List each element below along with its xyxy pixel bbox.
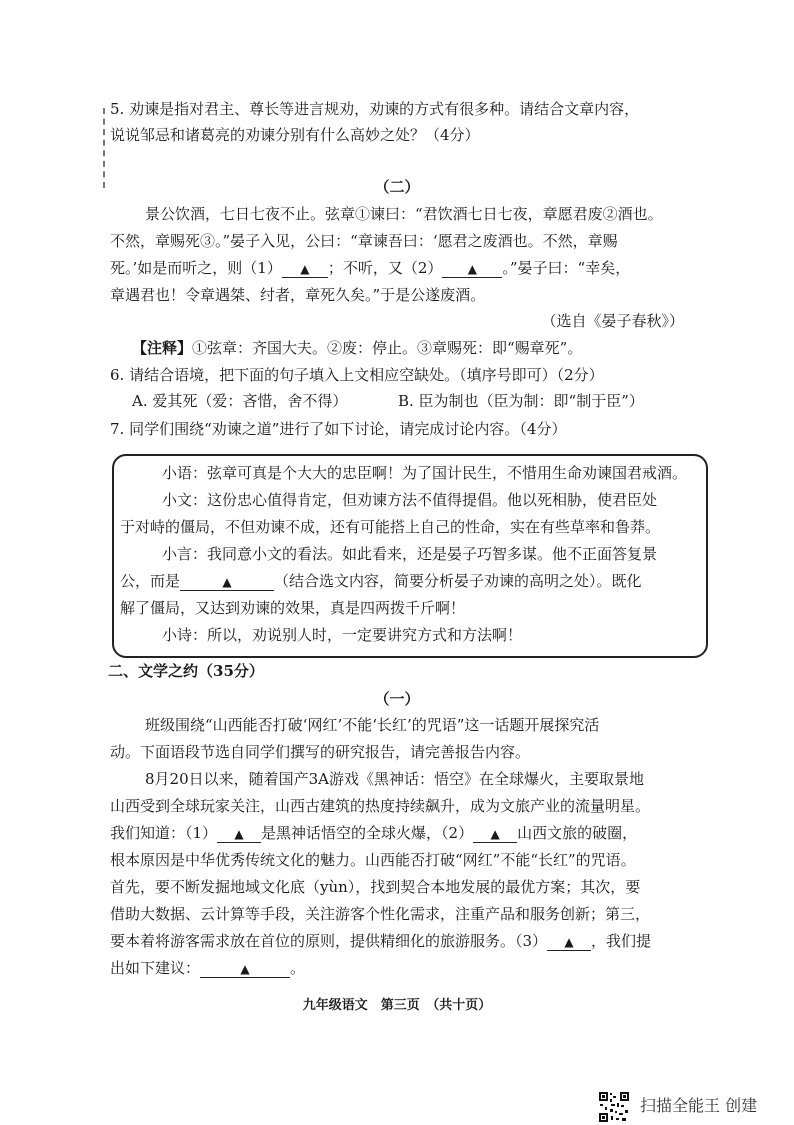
blank-marker-icon: ▲ xyxy=(467,262,477,276)
discussion-line-1: 小语：弦章可真是个大大的忠臣啊！为了国计民生，不惜用生命劝谏国君戒酒。 xyxy=(162,464,688,482)
answer-blank-q7[interactable] xyxy=(180,573,274,591)
answer-blank-r1[interactable] xyxy=(217,825,261,843)
section-2-intro-1: 班级围绕“山西能否打破‘网红’不能‘长红’的咒语”这一话题开展探究活 xyxy=(145,716,600,734)
report-line-6: 借助大数据、云计算等手段，关注游客个性化需求，注重产品和服务创新；第三， xyxy=(110,905,651,923)
question-5-line-1: 5. 劝谏是指对君主、尊长等进言规劝，劝谏的方式有很多种。请结合文章内容， xyxy=(110,100,640,118)
answer-blank-2[interactable] xyxy=(442,260,502,278)
report-line-2: 山西受到全球玩家关注，山西古建筑的热度持续飙升，成为文旅产业的流量明星。 xyxy=(110,797,651,815)
report-line-7: 要本着将游客需求放在首位的原则，提供精细化的旅游服务。（3） ▲ ，我们提 xyxy=(110,932,652,950)
page-footer: 九年级语文 第三页 （共十页） xyxy=(302,998,492,1013)
passage-2-line-1: 景公饮酒，七日七夜不止。弦章①谏曰：“君饮酒七日七夜，章愿君废②酒也。 xyxy=(145,205,663,223)
report-line-8: 出如下建议： ▲ 。 xyxy=(110,959,306,977)
discussion-line-2: 小文：这份忠心值得肯定，但劝谏方法不值得提倡。他以死相胁，使君臣处 xyxy=(162,491,658,509)
discussion-line-5: 公，而是 ▲ （结合选文内容，简要分析晏子劝谏的高明之处）。既化 xyxy=(120,572,642,590)
question-6-option-a: A. 爱其死（爱：吝惜，舍不得） xyxy=(132,392,348,410)
section-2-heading: （一） xyxy=(374,690,420,708)
passage-notes xyxy=(132,337,722,359)
blank-marker-icon: ▲ xyxy=(222,575,232,589)
question-7: 7. 同学们围绕“劝谏之道”进行了如下讨论，请完成讨论内容。（4分） xyxy=(110,420,567,438)
question-6-option-b: B. 臣为制也（臣为制：即“制于臣”） xyxy=(398,392,644,410)
passage-2-line-4: 章遇君也！令章遇桀、纣者，章死久矣。”于是公遂废酒。 xyxy=(110,286,486,304)
discussion-line-7: 小诗：所以，劝说别人时，一定要讲究方式和方法啊！ xyxy=(162,626,523,644)
question-6: 6. 请结合语境，把下面的句子填入上文相应空缺处。（填序号即可）（2分） xyxy=(110,366,604,384)
notes-label: 【注释】 xyxy=(132,339,193,357)
blank-marker-icon: ▲ xyxy=(564,935,574,949)
question-5-line-2: 说说邹忌和诸葛亮的劝谏分别有什么高妙之处？（4分） xyxy=(110,126,480,144)
report-line-1: 8月20日以来，随着国产3A游戏《黑神话：悟空》在全球爆火，主要取景地 xyxy=(145,770,645,788)
blank-marker-icon: ▲ xyxy=(240,962,250,976)
discussion-line-6: 解了僵局，又达到劝谏的效果，真是四两拨千斤啊！ xyxy=(120,599,466,617)
answer-blank-r2[interactable] xyxy=(473,825,517,843)
answer-blank-r4[interactable] xyxy=(200,960,290,978)
passage-2-heading: （二） xyxy=(374,178,420,196)
report-line-4: 根本原因是中华优秀传统文化的魅力。山西能否打破“网红”不能“长红”的咒语。 xyxy=(110,851,636,869)
blank-marker-icon: ▲ xyxy=(300,262,310,276)
report-line-5: 首先，要不断发掘地域文化底（yùn），找到契合本地发展的最优方案；其次，要 xyxy=(110,878,641,896)
answer-blank-r3[interactable] xyxy=(547,933,591,951)
notes-text: ①弦章：齐国大夫。②废：停止。③章赐死：即“赐章死”。 xyxy=(192,339,583,357)
answer-blank-1[interactable] xyxy=(282,260,328,278)
section-2-title: 二、文学之约（35分） xyxy=(108,662,264,680)
section-2-intro-2: 动。下面语段节选自同学们撰写的研究报告，请完善报告内容。 xyxy=(110,743,531,761)
passage-2-line-3: 死。’如是而听之，则（1） ▲ ；不听，又（2） ▲ 。”晏子曰：“幸矣， xyxy=(110,259,631,277)
discussion-line-3: 于对峙的僵局，不但劝谏不成，还有可能搭上自己的性命，实在有些草率和鲁莽。 xyxy=(120,518,661,536)
scanner-watermark: 扫描全能王 创建 xyxy=(640,1096,758,1115)
report-line-3: 我们知道：（1） ▲ 是黑神话悟空的全球火爆，（2） ▲ 山西文旅的破圈， xyxy=(110,824,638,842)
passage-2-line-2: 不然，章赐死③。”晏子入见，公曰：“章谏吾曰：‘愿君之废酒也。不然，章赐 xyxy=(110,232,618,250)
qr-code-icon xyxy=(598,1091,630,1123)
discussion-line-4: 小言：我同意小文的看法。如此看来，还是晏子巧智多谋。他不正面答复景 xyxy=(162,545,658,563)
blank-marker-icon: ▲ xyxy=(490,827,500,841)
blank-marker-icon: ▲ xyxy=(234,827,244,841)
passage-source: （选自《晏子春秋》） xyxy=(541,312,684,330)
